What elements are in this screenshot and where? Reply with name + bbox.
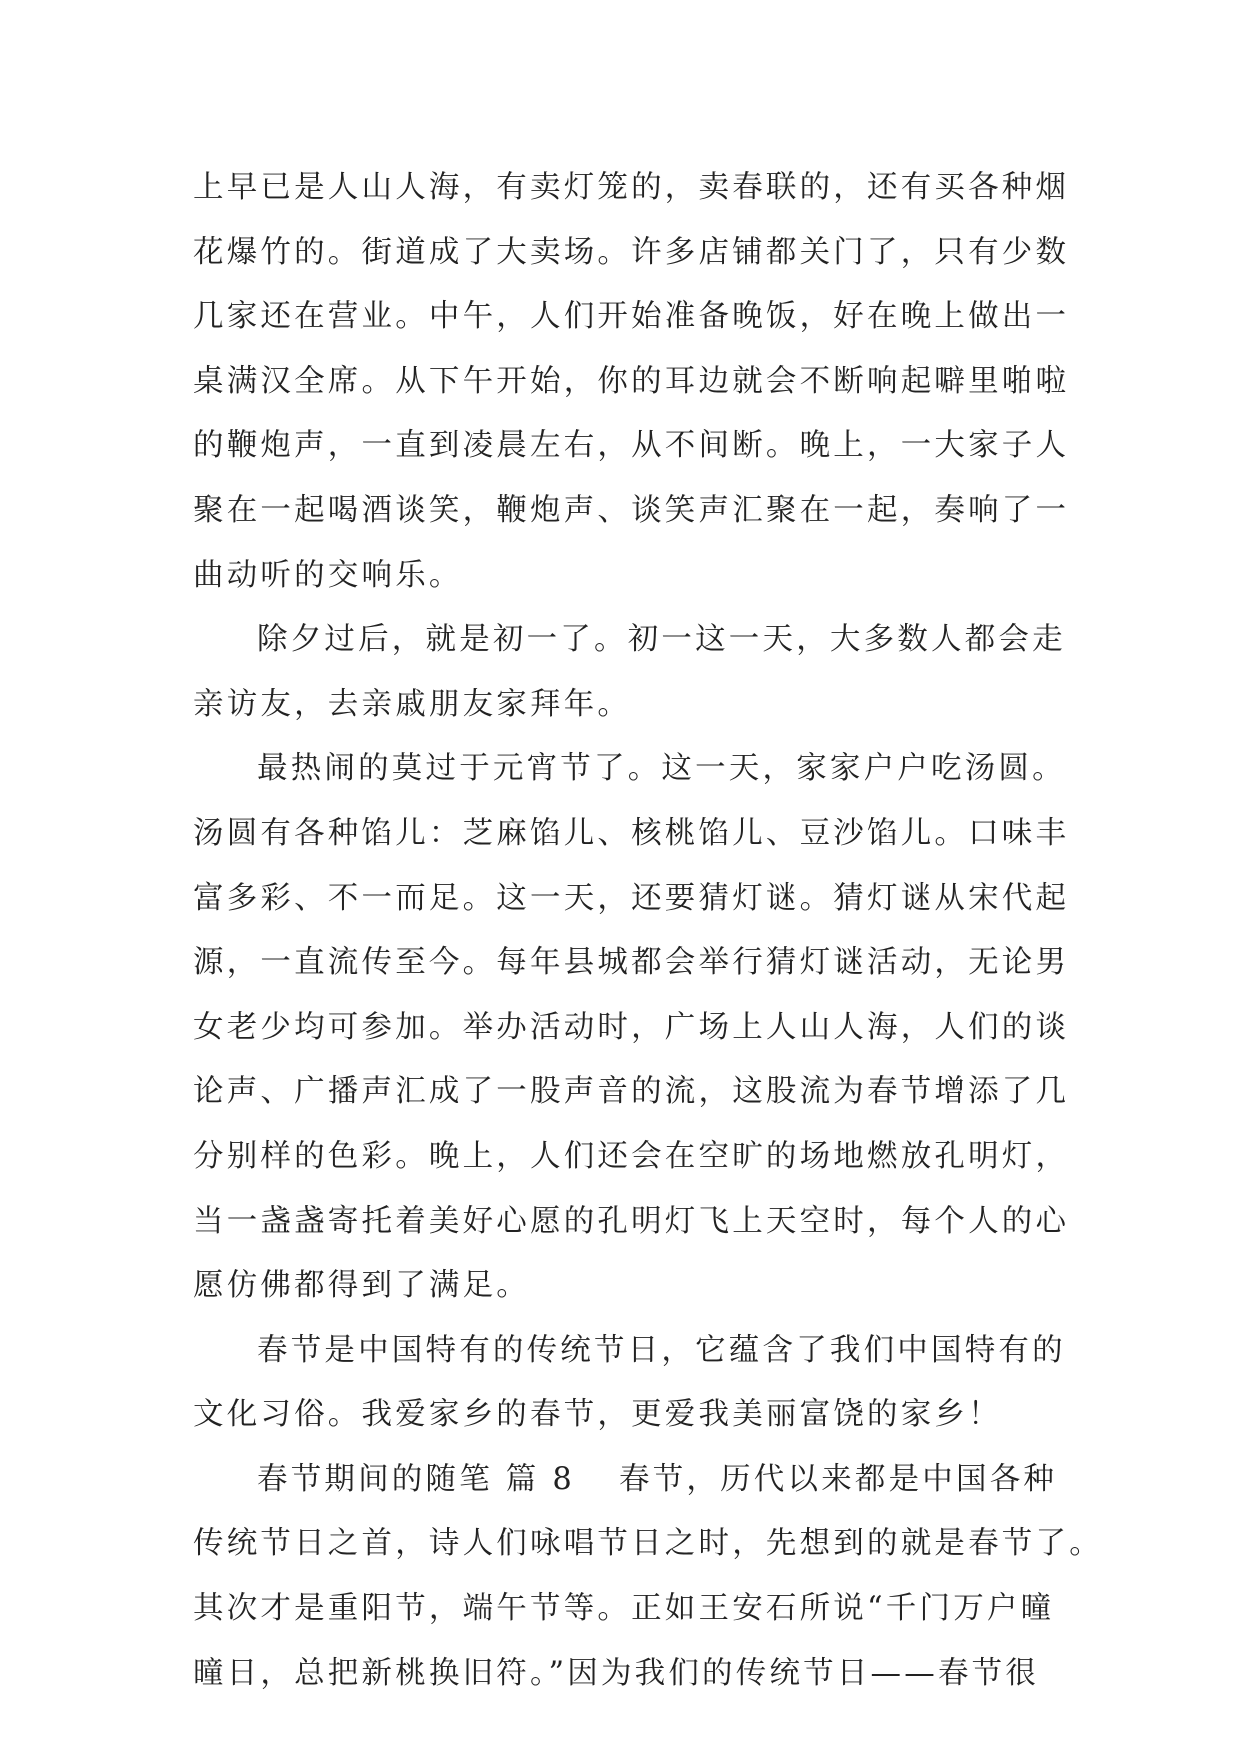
text-line: 曲动听的交响乐。 bbox=[193, 557, 463, 593]
text-line: 传统节日之首，诗人们咏唱节日之时，先想到的就是春节了。 bbox=[193, 1526, 1103, 1562]
text-line: 聚在一起喝酒谈笑，鞭炮声、谈笑声汇聚在一起，奏响了一 bbox=[193, 492, 1070, 528]
text-line: 当一盏盏寄托着美好心愿的孔明灯飞上天空时，每个人的心 bbox=[193, 1203, 1070, 1239]
text-line: 源，一直流传至今。每年县城都会举行猜灯谜活动，无论男 bbox=[193, 945, 1070, 981]
text-line: 女老少均可参加。举办活动时，广场上人山人海，人们的谈 bbox=[193, 1009, 1070, 1045]
text-line bbox=[193, 1448, 1058, 1513]
text-line: 其次才是重阳节，端午节等。正如王安石所说“千门万户曈 bbox=[193, 1591, 1055, 1627]
paragraph-5 bbox=[193, 1448, 1103, 1706]
paragraph-3 bbox=[193, 737, 1070, 1318]
text-line: 桌满汉全席。从下午开始，你的耳边就会不断响起噼里啪啦 bbox=[193, 363, 1070, 399]
text-line: 最热闹的莫过于元宵节了。这一天，家家户户吃汤圆。 bbox=[257, 751, 1066, 787]
paragraph-2 bbox=[193, 608, 1066, 737]
text-line: 汤圆有各种馅儿：芝麻馅儿、核桃馅儿、豆沙馅儿。口味丰 bbox=[193, 815, 1070, 851]
text-line: 花爆竹的。街道成了大卖场。许多店铺都关门了，只有少数 bbox=[193, 234, 1070, 270]
section-heading: 春节期间的随笔 篇 8 bbox=[257, 1461, 575, 1497]
text-line: 春节是中国特有的传统节日，它蕴含了我们中国特有的 bbox=[257, 1332, 1066, 1368]
text-line: 几家还在营业。中午，人们开始准备晚饭，好在晚上做出一 bbox=[193, 299, 1070, 335]
paragraph-4 bbox=[193, 1319, 1066, 1448]
text-line: 分别样的色彩。晚上，人们还会在空旷的场地燃放孔明灯， bbox=[193, 1138, 1070, 1174]
text-line: 文化习俗。我爱家乡的春节，更爱我美丽富饶的家乡！ bbox=[193, 1397, 1002, 1433]
text-line: 愿仿佛都得到了满足。 bbox=[193, 1268, 530, 1304]
text-line: 除夕过后，就是初一了。初一这一天，大多数人都会走 bbox=[257, 622, 1066, 658]
text-line: 亲访友，去亲戚朋友家拜年。 bbox=[193, 686, 632, 722]
text-line: 曈日，总把新桃换旧符。”因为我们的传统节日——春节很 bbox=[193, 1655, 1040, 1691]
text-line: 的鞭炮声，一直到凌晨左右，从不间断。晚上，一大家子人 bbox=[193, 428, 1070, 464]
text-line: 上早已是人山人海，有卖灯笼的，卖春联的，还有买各种烟 bbox=[193, 170, 1070, 205]
text-fragment: 春节，历代以来都是中国各种 bbox=[619, 1461, 1058, 1497]
text-line: 富多彩、不一而足。这一天，还要猜灯谜。猜灯谜从宋代起 bbox=[193, 880, 1070, 916]
text-line: 论声、广播声汇成了一股声音的流，这股流为春节增添了几 bbox=[193, 1074, 1070, 1110]
paragraph-1 bbox=[193, 156, 1070, 608]
body-text bbox=[193, 156, 1103, 1706]
